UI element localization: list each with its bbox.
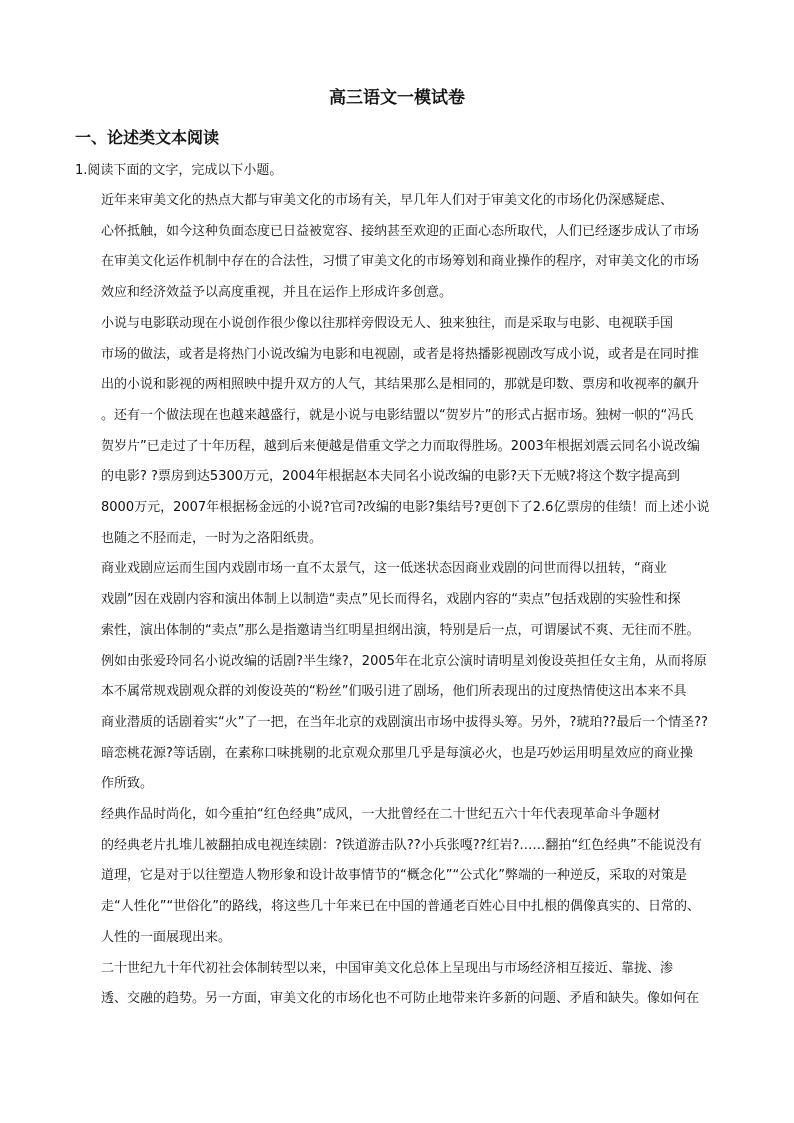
text-line: 小说与电影联动现在小说创作很少像以往那样旁假设无人、独来独往，而是采取与电影、电视联手国: [101, 315, 674, 331]
text-line: 在审美文化运作机制中存在的合法性，习惯了审美文化的市场筹划和商业操作的程序，对审美文化的市场: [101, 254, 700, 270]
text-line: 本不属常规戏剧观众群的刘俊设英的“粉丝”们吸引进了剧场，他们所表现出的过度热情使这出本来不具: [101, 684, 687, 700]
paragraph: [75, 554, 723, 800]
question-instruction: 1.阅读下面的文字，完成以下小题。: [75, 163, 283, 178]
text-line: 的电影? ?票房到达5300万元，2004年根据赵本夫同名小说改编的电影?天下无贼?将这个数字提高到: [101, 469, 680, 485]
text-line: 道理，它是对于以往塑造人物形象和设计故事情节的“概念化”“公式化”弊端的一种逆反，采取的对策是: [101, 868, 687, 884]
text-line: 索性，演出体制的“卖点”那么是指邀请当红明星担纲出演，特别是后一点，可谓屡试不爽、无往而不胜。: [101, 622, 700, 638]
text-line: 效应和经济效益予以高度重视，并且在运作上形成许多创意。: [101, 285, 453, 301]
text-line: 的经典老片扎堆儿被翻拍成电视连续剧：?铁道游击队??小兵张嘎??红岩?……翻拍“红色经典”不能说没有: [101, 837, 702, 853]
text-line: 贺岁片”已走过了十年历程，越到后来便越是借重文学之力而取得胜场。2003年根据刘震云同名小说改编: [101, 438, 700, 454]
text-line: 暗恋桃花源?等话剧，在素称口味挑剔的北京观众那里几乎是每演必火，也是巧妙运用明星效应的商业操: [101, 745, 693, 761]
paragraph: [75, 186, 723, 309]
text-line: 商业戏剧应运而生国内戏剧市场一直不太景气，这一低迷状态因商业戏剧的问世而得以扭转，“商业: [101, 561, 667, 577]
page-title: 高三语文一模试卷: [329, 88, 465, 108]
text-line: 作所致。: [101, 776, 154, 792]
text-line: 透、交融的趋势。另一方面，审美文化的市场化也不可防止地带来许多新的问题、矛盾和缺失。像如何在: [101, 991, 700, 1007]
paragraph: [75, 954, 723, 1015]
text-line: 8000万元，2007年根据杨金远的小说?官司?改编的电影?集结号?更创下了2.6亿票房的佳绩！而上述小说: [101, 500, 710, 516]
section-heading: 一、论述类文本阅读: [75, 128, 220, 147]
text-line: 经典作品时尚化，如今重拍“红色经典”成风，一大批曾经在二十世纪五六十年代表现革命斗争题材: [101, 807, 661, 823]
text-line: 例如由张爱玲同名小说改编的话剧?半生缘?，2005年在北京公演时请明星刘俊设英担任女主角，从而将原: [101, 653, 707, 669]
text-line: 市场的做法，或者是将热门小说改编为电影和电视剧，或者是将热播影视剧改写成小说，或者是在同时推: [101, 346, 700, 362]
text-line: 商业潜质的话剧着实“火”了一把，在当年北京的戏剧演出市场中拔得头筹。另外，?琥珀??最后一个情圣??: [101, 714, 708, 730]
text-line: 戏剧”因在戏剧内容和演出体制上以制造“卖点”见长而得名，戏剧内容的“卖点”包括戏剧的实验性和探: [101, 592, 681, 608]
text-line: 。还有一个做法现在也越来越盛行，就是小说与电影结盟以“贺岁片”的形式占据市场。独树一帜的“冯氏: [101, 407, 694, 423]
paragraph: [75, 800, 723, 954]
text-line: 走“人性化”“世俗化”的路线，将这些几十年来已在中国的普通老百姓心目中扎根的偶像真实的、日常的、: [101, 899, 700, 915]
text-line: 人性的一面展现出来。: [101, 929, 232, 945]
text-line: 二十世纪九十年代初社会体制转型以来，中国审美文化总体上呈现出与市场经济相互接近、靠拢、渗: [101, 960, 674, 976]
paragraph: [75, 309, 723, 555]
passage-body: [75, 186, 723, 1015]
text-line: 也随之不胫而走，一时为之洛阳纸贵。: [101, 530, 323, 546]
text-line: 出的小说和影视的两相照映中提升双方的人气，其结果那么是相同的，那就是印数、票房和收视率的飙升: [101, 377, 700, 393]
text-line: 近年来审美文化的热点大都与审美文化的市场有关，早几年人们对于审美文化的市场化仍深感疑虑、: [101, 193, 674, 208]
text-line: 心怀抵触，如今这种负面态度已日益被宽容、接纳甚至欢迎的正面心态所取代，人们已经逐步成认了市场: [101, 223, 700, 239]
